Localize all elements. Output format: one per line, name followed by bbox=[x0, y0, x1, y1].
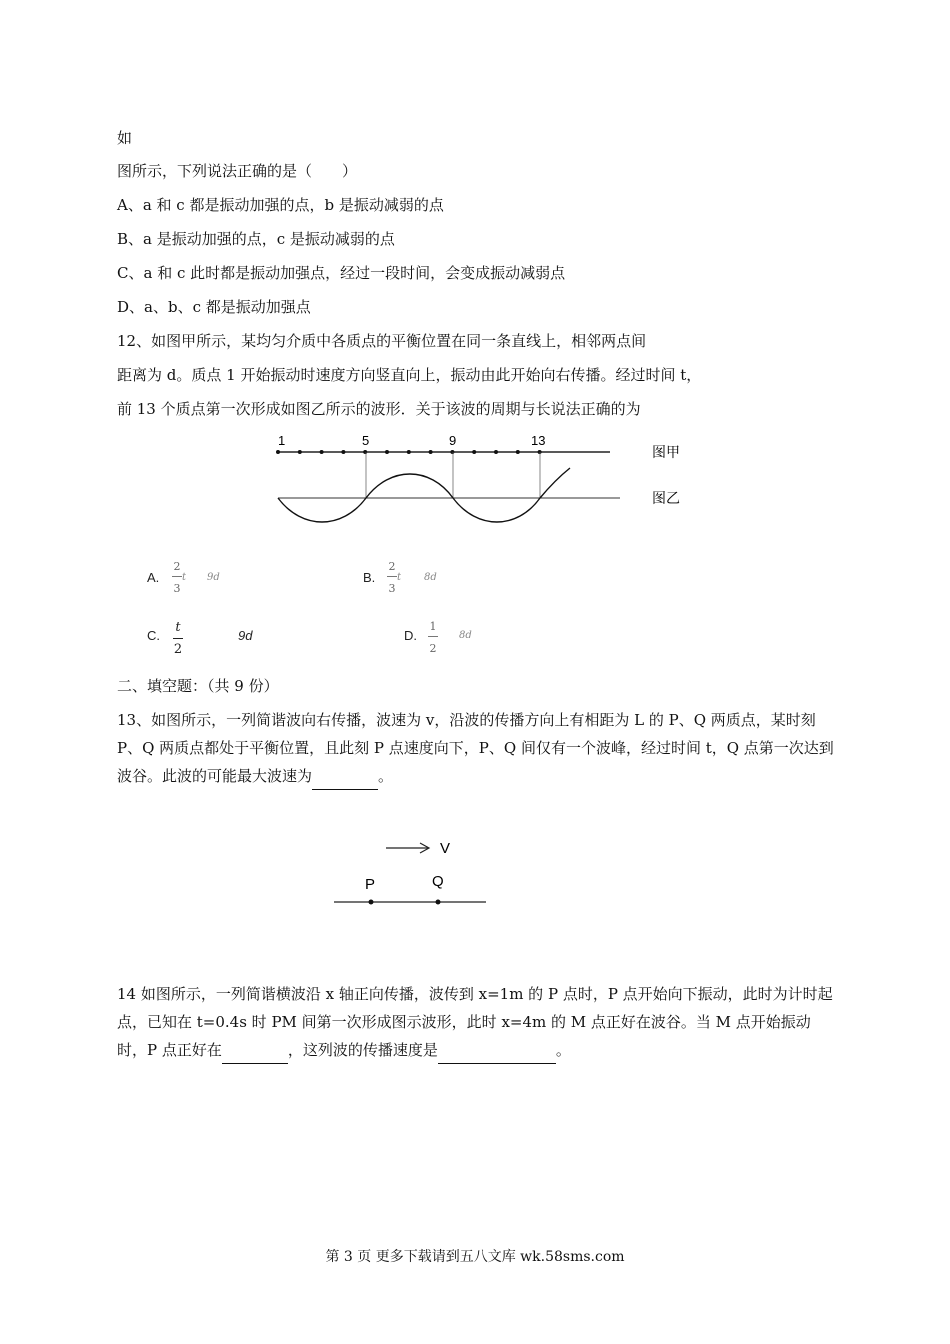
q11-option-b: B、a 是振动加强的点，c 是振动减弱的点 bbox=[117, 230, 395, 248]
q14-answer-blank-2[interactable] bbox=[438, 1063, 556, 1064]
q11-fragment: 如 bbox=[117, 129, 133, 147]
point-label-1: 1 bbox=[278, 433, 286, 448]
q13-answer-blank[interactable] bbox=[312, 789, 378, 790]
particle-dot bbox=[298, 450, 302, 454]
particle-dot bbox=[472, 450, 476, 454]
particle-dot bbox=[538, 450, 542, 454]
q12-line-1: 12、如图甲所示，某均匀介质中各质点的平衡位置在同一条直线上，相邻两点间 bbox=[117, 332, 647, 350]
q12-option-b-num: 2 bbox=[388, 560, 396, 573]
q14-text-end: 。 bbox=[555, 1041, 571, 1059]
label-figure-jia: 图甲 bbox=[652, 444, 680, 460]
q12-option-b-label: B. bbox=[363, 570, 376, 585]
q14-answer-blank-1[interactable] bbox=[222, 1063, 288, 1064]
q11-option-c: C、a 和 c 此时都是振动加强点，经过一段时间，会变成振动减弱点 bbox=[117, 264, 566, 282]
point-q bbox=[436, 900, 441, 905]
q12-option-c-num: t bbox=[175, 620, 181, 635]
q12-option-a-bar bbox=[172, 576, 182, 577]
q12-option-a-t: t bbox=[182, 572, 187, 583]
particle-dot bbox=[385, 450, 389, 454]
label-figure-yi: 图乙 bbox=[652, 490, 680, 506]
q12-option-b-t: t bbox=[397, 572, 402, 583]
particle-dot bbox=[320, 450, 324, 454]
q12-option-b-len: 8d bbox=[424, 572, 437, 583]
q13-text-main: 13、如图所示，一列简谐波向右传播，波速为 v，沿波的传播方向上有相距为 L 的 P、Q 两质点，某时刻 P、Q 两质点都处于平衡位置，且此刻 P 点速度向下，P、Q 间仅有一个波峰，经过时间 t，Q 点第一次达到波谷。此波的可能最大波速为 bbox=[117, 711, 834, 785]
q12-option-b-bar bbox=[387, 576, 397, 577]
particle-dot bbox=[429, 450, 433, 454]
q12-option-a-den: 3 bbox=[173, 582, 181, 595]
q13-figure bbox=[330, 834, 500, 914]
particle-dot bbox=[450, 450, 454, 454]
q12-option-d-len: 8d bbox=[459, 630, 472, 641]
q14-text bbox=[117, 980, 837, 1064]
q12-option-a-label: A. bbox=[147, 570, 160, 585]
point-label-5: 5 bbox=[362, 433, 370, 448]
q12-option-d-bar bbox=[428, 636, 438, 637]
q12-option-d-num: 1 bbox=[429, 620, 437, 633]
particle-dot bbox=[341, 450, 345, 454]
q12-line-3: 前 13 个质点第一次形成如图乙所示的波形．关于该波的周期与长说法正确的为 bbox=[117, 400, 641, 418]
q12-option-a-num: 2 bbox=[173, 560, 181, 573]
point-p bbox=[369, 900, 374, 905]
point-p-label: P bbox=[365, 876, 376, 893]
q11-stem: 图所示，下列说法正确的是（ ） bbox=[117, 162, 358, 180]
q11-option-a: A、a 和 c 都是振动加强的点，b 是振动减弱的点 bbox=[117, 196, 444, 214]
particle-dot bbox=[494, 450, 498, 454]
q14-text-main: 14 如图所示，一列简谐横波沿 x 轴正向传播，波传到 x=1m 的 P 点时，P 点开始向下振动，此时为计时起点，已知在 t=0.4s 时 PM 间第一次形成图示波形，此时 x=4m 的 M 点正好在波谷。当 M 点开始振动时，P 点正好在 bbox=[117, 985, 833, 1059]
section-fill-in-heading: 二、填空题：（共 9 份） bbox=[117, 677, 279, 695]
particle-dot bbox=[407, 450, 411, 454]
velocity-label: V bbox=[440, 840, 451, 857]
q12-option-a-len: 9d bbox=[207, 572, 220, 583]
wave-curve bbox=[278, 468, 570, 522]
q11-option-d: D、a、b、c 都是振动加强点 bbox=[117, 298, 311, 316]
q12-option-c-den: 2 bbox=[173, 642, 183, 657]
page-footer: 第 3 页 更多下载请到五八文库 wk.58sms.com bbox=[325, 1249, 625, 1265]
q12-option-b-den: 3 bbox=[388, 582, 396, 595]
q12-option-c-bar bbox=[173, 638, 183, 639]
point-label-13: 13 bbox=[531, 433, 546, 448]
q13-text-end: 。 bbox=[378, 767, 394, 785]
particle-dot bbox=[363, 450, 367, 454]
q13-text bbox=[117, 706, 837, 790]
q12-option-c-len: 9d bbox=[238, 628, 253, 643]
q12-option-c-label: C. bbox=[147, 628, 160, 643]
q12-line-2: 距离为 d。质点 1 开始振动时速度方向竖直向上，振动由此开始向右传播。经过时间 t， bbox=[117, 366, 702, 384]
q12-option-d-den: 2 bbox=[429, 642, 437, 655]
q12-wave-figure bbox=[260, 428, 720, 540]
point-label-9: 9 bbox=[449, 433, 457, 448]
particle-dot bbox=[276, 450, 280, 454]
point-q-label: Q bbox=[432, 873, 444, 890]
q14-text-mid: ，这列波的传播速度是 bbox=[287, 1041, 438, 1059]
particle-dot bbox=[516, 450, 520, 454]
q12-option-d-label: D. bbox=[404, 628, 417, 643]
